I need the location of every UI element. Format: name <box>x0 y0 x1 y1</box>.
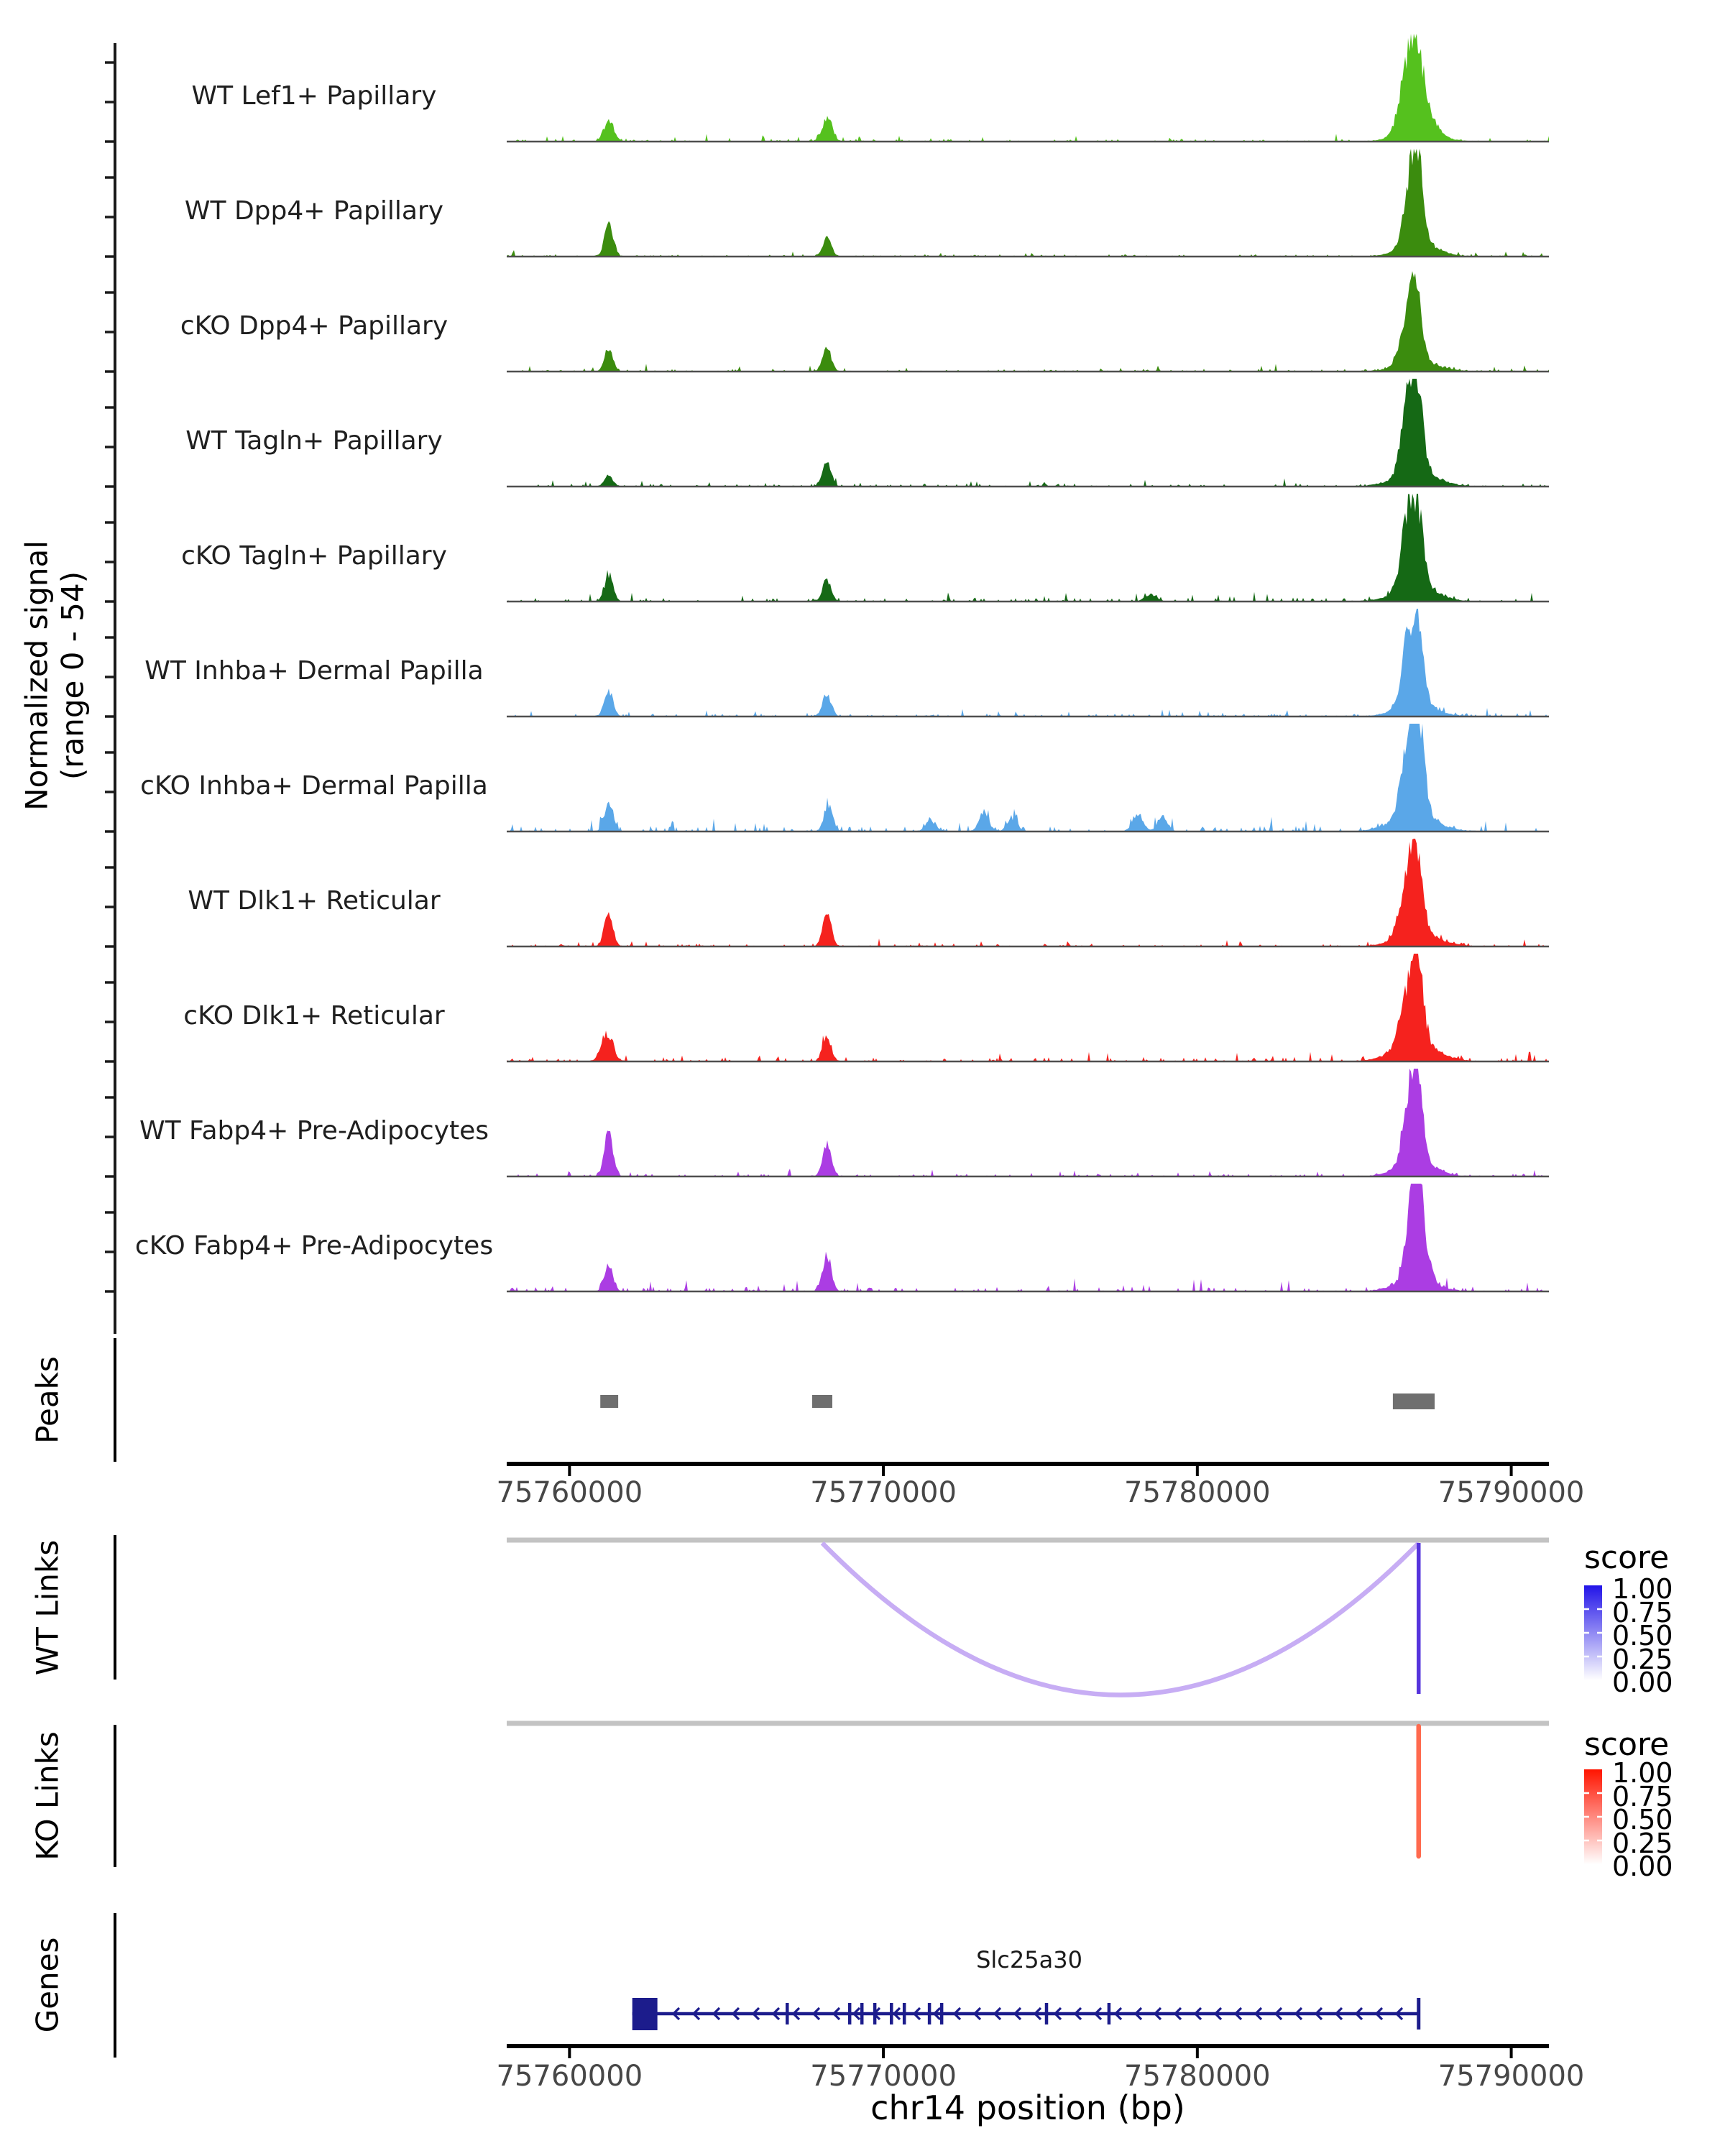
wt-link-arc <box>822 1543 1419 1695</box>
wt-legend-value: 0.50 <box>1612 1620 1673 1651</box>
track-label: cKO Tagln+ Papillary <box>181 541 447 571</box>
gene-exon-tick <box>848 2003 852 2024</box>
ko-legend-value: 1.00 <box>1612 1757 1673 1789</box>
gene-exon-tick <box>928 2003 932 2024</box>
coverage-area-11 <box>507 1184 1549 1291</box>
peak-interval <box>812 1395 832 1408</box>
track-label: cKO Dpp4+ Papillary <box>180 311 448 341</box>
track-label: WT Tagln+ Papillary <box>185 426 443 456</box>
y-axis-label <box>19 540 90 811</box>
genomic-tick-label: 75770000 <box>810 1476 957 1509</box>
gene-exon-tick <box>940 2003 944 2024</box>
y-axis-label-line1: Normalized signal <box>19 540 55 811</box>
ko-legend-value: 0.75 <box>1612 1780 1673 1812</box>
peak-interval <box>600 1395 618 1408</box>
genomic-tick-label: 75770000 <box>810 2060 957 2093</box>
track-label: cKO Fabp4+ Pre-Adipocytes <box>134 1231 494 1261</box>
x-axis-title: chr14 position (bp) <box>870 2088 1185 2127</box>
track-label: WT Inhba+ Dermal Papilla <box>144 656 484 686</box>
genomic-tick-label: 75790000 <box>1438 1476 1585 1509</box>
track-label: WT Dpp4+ Papillary <box>184 196 444 226</box>
coverage-area-8 <box>507 839 1549 946</box>
track-label: WT Fabp4+ Pre-Adipocytes <box>139 1116 489 1146</box>
coverage-area-7 <box>507 724 1549 831</box>
ko-legend-value: 0.25 <box>1612 1827 1673 1859</box>
track-label: WT Dlk1+ Reticular <box>188 886 441 916</box>
wt-legend-value: 0.00 <box>1612 1667 1673 1698</box>
genes-panel-label: Genes <box>29 1937 65 2033</box>
coverage-area-10 <box>507 1069 1549 1176</box>
gene-exon-tick <box>860 2003 864 2024</box>
genomic-tick-label: 75760000 <box>496 1476 643 1509</box>
gene-exon-box <box>632 1998 658 2030</box>
ko-legend-value: 0.50 <box>1612 1804 1673 1835</box>
coverage-area-4 <box>507 379 1549 487</box>
track-label: cKO Dlk1+ Reticular <box>183 1001 445 1031</box>
ko-legend-value: 0.00 <box>1612 1851 1673 1882</box>
ko-links-legend-title: score <box>1584 1726 1670 1763</box>
peak-interval <box>1393 1393 1435 1409</box>
coverage-area-5 <box>507 494 1549 602</box>
gene-exon-tick <box>903 2003 906 2024</box>
wt-legend-value: 1.00 <box>1612 1573 1673 1605</box>
coverage-area-9 <box>507 954 1549 1061</box>
peaks-panel-label: Peaks <box>29 1356 65 1444</box>
coverage-area-3 <box>507 271 1549 372</box>
gene-exon-tick <box>1108 2003 1111 2024</box>
gene-name-label: Slc25a30 <box>976 1946 1082 1973</box>
track-label: cKO Inhba+ Dermal Papilla <box>140 771 488 801</box>
genomic-tick-label: 75760000 <box>496 2060 643 2093</box>
ko-links-panel-label: KO Links <box>29 1731 65 1861</box>
track-label: WT Lef1+ Papillary <box>191 81 437 111</box>
genomic-tick-label: 75790000 <box>1438 2060 1585 2093</box>
gene-exon-tick <box>1045 2003 1049 2024</box>
wt-legend-value: 0.25 <box>1612 1643 1673 1675</box>
coverage-area-1 <box>507 34 1549 142</box>
y-axis-label-line2: (range 0 - 54) <box>55 571 90 780</box>
genomic-tick-label: 75780000 <box>1124 2060 1271 2093</box>
gene-exon-tick <box>786 2003 789 2024</box>
genomic-tick-label: 75780000 <box>1124 1476 1271 1509</box>
coverage-area-2 <box>507 149 1549 257</box>
coverage-area-6 <box>507 609 1549 717</box>
wt-links-legend-title: score <box>1584 1539 1670 1576</box>
gene-end-bar <box>1417 1998 1420 2030</box>
wt-links-panel-label: WT Links <box>29 1539 65 1676</box>
wt-legend-value: 0.75 <box>1612 1596 1673 1628</box>
